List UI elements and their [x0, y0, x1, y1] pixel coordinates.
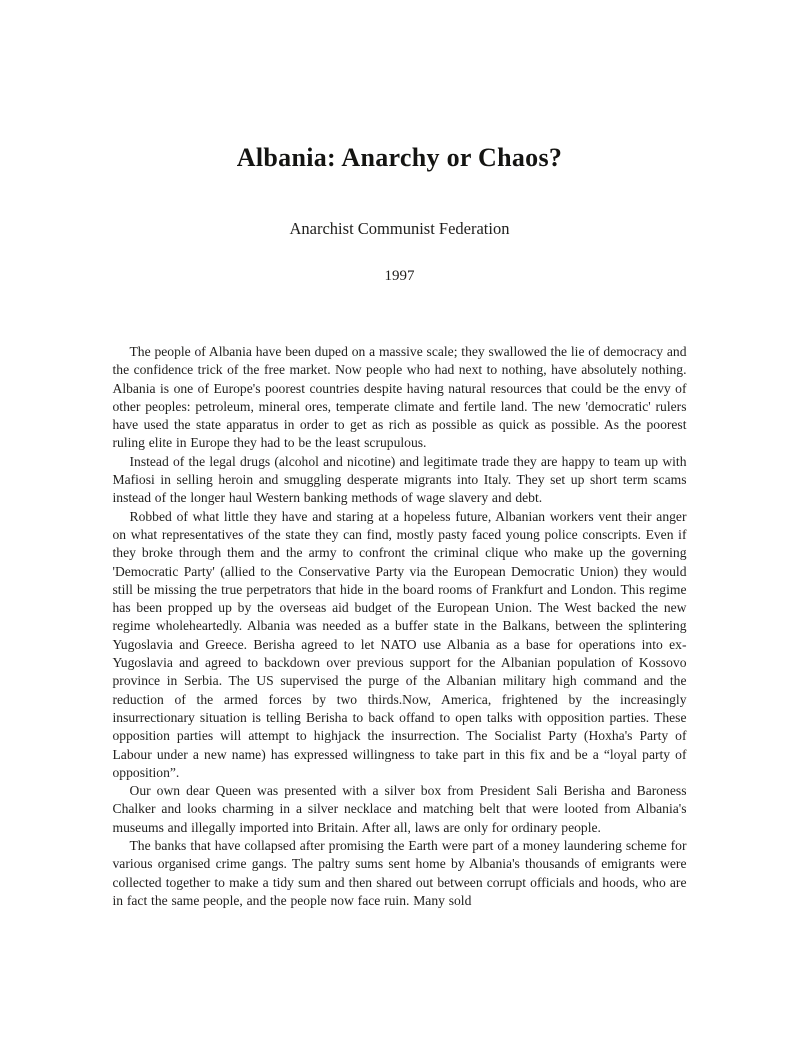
- body-paragraph: Our own dear Queen was presented with a silver box from President Sali Berisha and Baroness Chalker and looks charming in a silver necklace and matching belt that were looted from Albania's museums and illegally imported into Britain. After all, laws are only for ordinary people.: [112, 783, 687, 835]
- document-body: [113, 343, 687, 910]
- document-date: 1997: [384, 268, 415, 284]
- body-paragraph: Instead of the legal drugs (alcohol and nicotine) and legitimate trade they are happy to team up with Mafiosi in selling heroin and smuggling desperate migrants into Italy. They set up short term scams instead of the longer haul Western banking methods of wage slavery and debt.: [112, 453, 687, 506]
- body-paragraph: The banks that have collapsed after promising the Earth were part of a money laundering scheme for various organised crime gangs. The paltry sums sent home by Albania's thousands of emigrants were collected together to make a tidy sum and then shared out between corrupt officials and hoods, who are in fact the same people, and the people now face ruin. Many sold: [112, 838, 687, 908]
- document-author: Anarchist Communist Federation: [289, 219, 510, 238]
- body-paragraph: The people of Albania have been duped on a massive scale; they swallowed the lie of democracy and the confidence trick of the free market. Now people who had next to nothing, have absolutely nothing. Albania is one of Europe's poorest countries despite having natural resources that could be the envy of other peoples: petroleum, mineral ores, temperate climate and fertile land. The new 'democratic' rulers have used the state apparatus in order to get as rich as possible as quick as possible. As the poorest ruling elite in Europe they had to be the least scrupulous.: [112, 344, 687, 451]
- body-paragraph: Robbed of what little they have and staring at a hopeless future, Albanian workers vent their anger on what representatives of the state they can find, mostly pasty faced young police conscripts. Even if they broke through them and the army to confront the criminal clique who make up the governing 'Democratic Party' (allied to the Conservative Party via the European Democratic Union) they would still be missing the true perpetrators that hide in the board rooms of Frankfurt and London. This regime has been propped up by the overseas aid budget of the European Union. The West backed the new regime wholeheartedly. Albania was needed as a buffer state in the Balkans, between the splintering Yugoslavia and Greece. Berisha agreed to let NATO use Albania as a base for operations into ex-Yugoslavia and agreed to backdown over previous support for the Albanian population of Kossovo province in Serbia. The US supervised the purge of the Albanian military high command and the reduction of the armed forces by two thirds.Now, America, frightened by the increasingly insurrectionary situation is telling Berisha to back offand to open talks with opposition parties. These opposition parties will attempt to highjack the insurrection. The Socialist Party (Hoxha's Party of Labour under a new name) has expressed willingness to take part in this fix and be a “loyal party of opposition”.: [112, 508, 687, 780]
- document-title: Albania: Anarchy or Chaos?: [236, 143, 563, 172]
